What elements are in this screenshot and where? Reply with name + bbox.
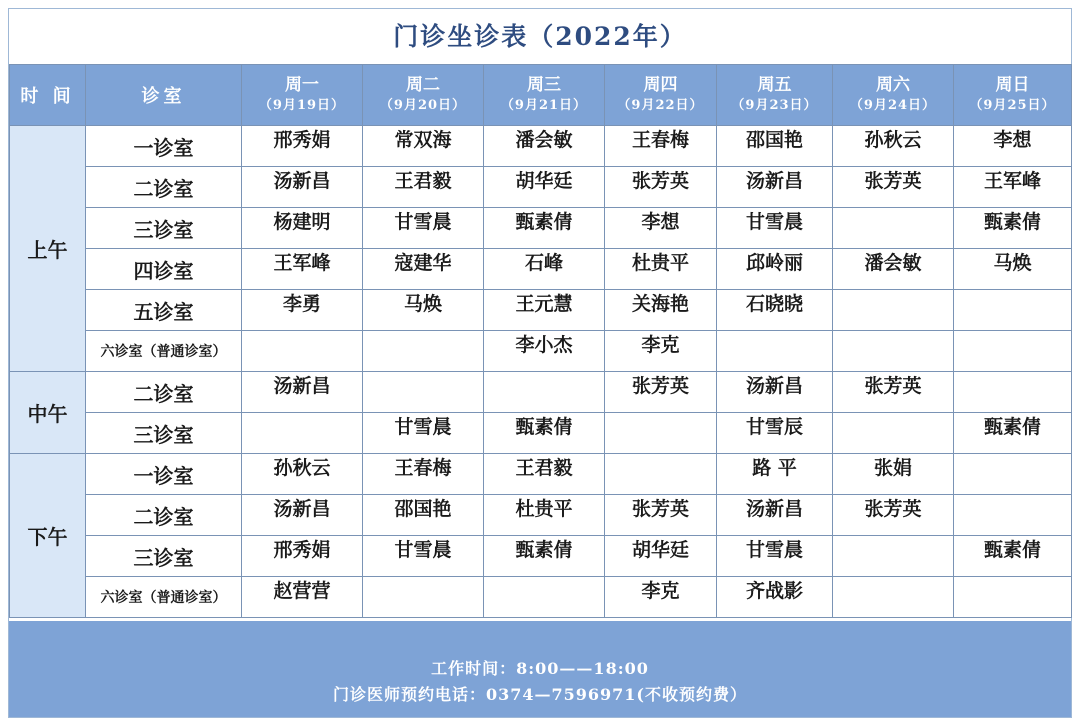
doctor-cell [717,536,833,577]
header-room: 诊室 [86,65,242,126]
doctor-name: 杜贵平 [515,498,573,520]
doctor-name: 胡华廷 [515,170,573,192]
doctor-cell [954,413,1072,454]
doctor-cell [363,495,484,536]
doctor-cell [954,577,1072,618]
period-label: 中午 [10,372,86,454]
doctor-cell [363,372,484,413]
room-label: 三诊室 [86,413,242,454]
doctor-cell [242,413,363,454]
period-label: 上午 [10,126,86,372]
doctor-cell [363,126,484,167]
doctor-name: 孙秋云 [273,457,331,479]
room-label: 四诊室 [86,249,242,290]
date-label: （9月20日） [379,98,467,113]
day-label: 周六 [876,75,910,95]
doctor-name: 甘雪晨 [394,416,452,438]
table-row [10,126,1072,167]
doctor-name: 李想 [641,211,680,233]
doctor-name: 潘会敏 [515,129,573,151]
doctor-cell [484,536,605,577]
table-row [10,577,1072,618]
doctor-cell [363,208,484,249]
schedule-frame [8,8,1072,718]
doctor-name: 甄素倩 [515,539,573,561]
header-day [717,65,833,126]
doctor-cell [484,372,605,413]
header-day [484,65,605,126]
doctor-cell [484,577,605,618]
room-label: 五诊室 [86,290,242,331]
doctor-name: 甄素倩 [515,211,573,233]
doctor-name: 潘会敏 [864,252,922,274]
room-label: 一诊室 [86,454,242,495]
doctor-cell [954,495,1072,536]
doctor-name: 邢秀娟 [273,129,331,151]
doctor-cell [484,208,605,249]
doctor-cell [717,126,833,167]
table-row [10,454,1072,495]
doctor-cell [833,577,954,618]
header-day [954,65,1072,126]
doctor-name: 李克 [641,580,680,602]
doctor-name: 马焕 [403,293,442,315]
doctor-name: 汤新昌 [745,375,803,397]
doctor-cell [605,577,717,618]
table-row [10,249,1072,290]
doctor-cell [242,249,363,290]
doctor-cell [484,413,605,454]
doctor-name: 孙秋云 [864,129,922,151]
day-label: 周一 [285,75,319,95]
doctor-cell [717,413,833,454]
doctor-name: 李克 [641,334,680,356]
doctor-cell [242,331,363,372]
doctor-cell [363,536,484,577]
doctor-cell [605,331,717,372]
doctor-name: 石峰 [524,252,563,274]
doctor-cell [717,495,833,536]
doctor-name: 张芳英 [631,375,689,397]
date-label: （9月22日） [617,98,704,113]
doctor-name: 甘雪晨 [394,211,452,233]
doctor-name: 王军峰 [983,170,1041,192]
doctor-name: 邱岭丽 [745,252,803,274]
doctor-cell [242,290,363,331]
doctor-name: 张芳英 [864,498,922,520]
doctor-name: 王元慧 [515,293,573,315]
doctor-cell [605,413,717,454]
table-body [10,126,1072,618]
doctor-name: 王君毅 [515,457,573,479]
doctor-cell [605,495,717,536]
room-label: 一诊室 [86,126,242,167]
page-title: 门诊坐诊表（2022年） [393,22,687,51]
date-label: （9月19日） [258,98,346,113]
doctor-cell [954,454,1072,495]
doctor-cell [833,249,954,290]
doctor-cell [363,290,484,331]
header-day [363,65,484,126]
doctor-name: 汤新昌 [273,498,331,520]
table-row [10,290,1072,331]
doctor-name: 石晓晓 [745,293,803,315]
doctor-cell [954,331,1072,372]
doctor-cell [833,126,954,167]
doctor-name: 王军峰 [273,252,331,274]
doctor-cell [363,249,484,290]
doctor-name: 甄素倩 [983,539,1041,561]
doctor-cell [242,495,363,536]
doctor-cell [605,249,717,290]
doctor-cell [605,290,717,331]
room-label: 二诊室 [86,495,242,536]
doctor-cell [717,290,833,331]
doctor-name: 甘雪晨 [745,539,803,561]
schedule-table [9,64,1072,618]
doctor-name: 常双海 [394,129,452,151]
room-label: 三诊室 [86,536,242,577]
doctor-cell [605,536,717,577]
doctor-name: 王春梅 [394,457,452,479]
footer-info [9,621,1071,717]
room-label: 三诊室 [86,208,242,249]
doctor-name: 王春梅 [631,129,689,151]
day-label: 周日 [995,75,1030,95]
doctor-cell [717,454,833,495]
doctor-cell [242,372,363,413]
doctor-name: 关海艳 [631,293,689,315]
room-label: 六诊室（普通诊室） [86,577,242,618]
doctor-cell [242,536,363,577]
doctor-cell [833,536,954,577]
day-label: 周五 [757,75,792,95]
doctor-cell [833,495,954,536]
doctor-name: 寇建华 [394,252,452,274]
table-row [10,536,1072,577]
doctor-cell [484,126,605,167]
working-hours: 工作时间：8:00——18:00 [431,659,649,678]
doctor-cell [954,536,1072,577]
doctor-name: 张芳英 [864,375,922,397]
doctor-name: 胡华廷 [631,539,689,561]
doctor-name: 杜贵平 [631,252,689,274]
doctor-cell [717,167,833,208]
doctor-name: 张芳英 [631,170,689,192]
doctor-name: 甘雪辰 [745,416,803,438]
table-row [10,413,1072,454]
doctor-cell [363,577,484,618]
doctor-cell [717,577,833,618]
doctor-cell [954,372,1072,413]
doctor-cell [242,167,363,208]
period-label: 下午 [10,454,86,618]
doctor-cell [484,331,605,372]
doctor-name: 汤新昌 [745,498,803,520]
header-time: 时 间 [10,65,86,126]
room-label: 二诊室 [86,372,242,413]
doctor-cell [484,454,605,495]
doctor-name: 张娟 [873,457,912,479]
doctor-cell [605,126,717,167]
doctor-name: 甘雪晨 [745,211,803,233]
doctor-name: 赵营营 [273,580,331,602]
day-label: 周三 [527,75,561,95]
doctor-name: 李勇 [282,293,321,315]
doctor-cell [605,372,717,413]
doctor-cell [484,290,605,331]
doctor-cell [605,454,717,495]
doctor-name: 甄素倩 [515,416,573,438]
doctor-cell [484,495,605,536]
header-day [833,65,954,126]
doctor-name: 张芳英 [631,498,689,520]
header-day [605,65,717,126]
doctor-cell [833,454,954,495]
doctor-cell [605,167,717,208]
table-row [10,495,1072,536]
doctor-cell [954,249,1072,290]
table-row [10,372,1072,413]
date-label: （9月23日） [731,98,818,113]
doctor-name: 甄素倩 [983,211,1041,233]
doctor-cell [833,331,954,372]
room-label: 二诊室 [86,167,242,208]
date-label: （9月21日） [500,98,588,113]
doctor-name: 汤新昌 [273,170,331,192]
doctor-name: 张芳英 [864,170,922,192]
doctor-cell [833,167,954,208]
doctor-name: 路 平 [752,457,797,479]
doctor-cell [363,413,484,454]
doctor-cell [242,208,363,249]
date-label: （9月24日） [849,98,937,113]
doctor-cell [833,208,954,249]
doctor-cell [833,290,954,331]
doctor-cell [363,454,484,495]
doctor-cell [954,290,1072,331]
doctor-name: 李想 [993,129,1032,151]
doctor-cell [717,208,833,249]
doctor-cell [242,577,363,618]
doctor-cell [717,249,833,290]
doctor-name: 甘雪晨 [394,539,452,561]
doctor-name: 汤新昌 [745,170,803,192]
room-label: 六诊室（普通诊室） [86,331,242,372]
doctor-name: 邢秀娟 [273,539,331,561]
doctor-cell [717,372,833,413]
doctor-cell [605,208,717,249]
doctor-cell [717,331,833,372]
doctor-cell [242,454,363,495]
doctor-cell [954,126,1072,167]
doctor-cell [363,331,484,372]
table-row [10,167,1072,208]
doctor-cell [484,249,605,290]
day-label: 周二 [406,75,440,95]
doctor-name: 王君毅 [394,170,452,192]
doctor-cell [954,208,1072,249]
table-row [10,331,1072,372]
doctor-cell [833,413,954,454]
doctor-name: 邵国艳 [745,129,803,151]
doctor-cell [363,167,484,208]
doctor-name: 马焕 [993,252,1032,274]
date-label: （9月25日） [969,98,1056,113]
doctor-name: 杨建明 [273,211,331,233]
doctor-name: 邵国艳 [394,498,452,520]
doctor-cell [242,126,363,167]
table-row [10,208,1072,249]
day-label: 周四 [643,75,678,95]
doctor-cell [833,372,954,413]
doctor-name: 汤新昌 [273,375,331,397]
doctor-cell [954,167,1072,208]
header-day [242,65,363,126]
doctor-name: 李小杰 [515,334,573,356]
doctor-name: 齐战影 [745,580,803,602]
appointment-phone: 门诊医师预约电话：0374—7596971(不收预约费） [332,685,748,704]
table-header [10,65,1072,126]
doctor-name: 甄素倩 [983,416,1041,438]
doctor-cell [484,167,605,208]
